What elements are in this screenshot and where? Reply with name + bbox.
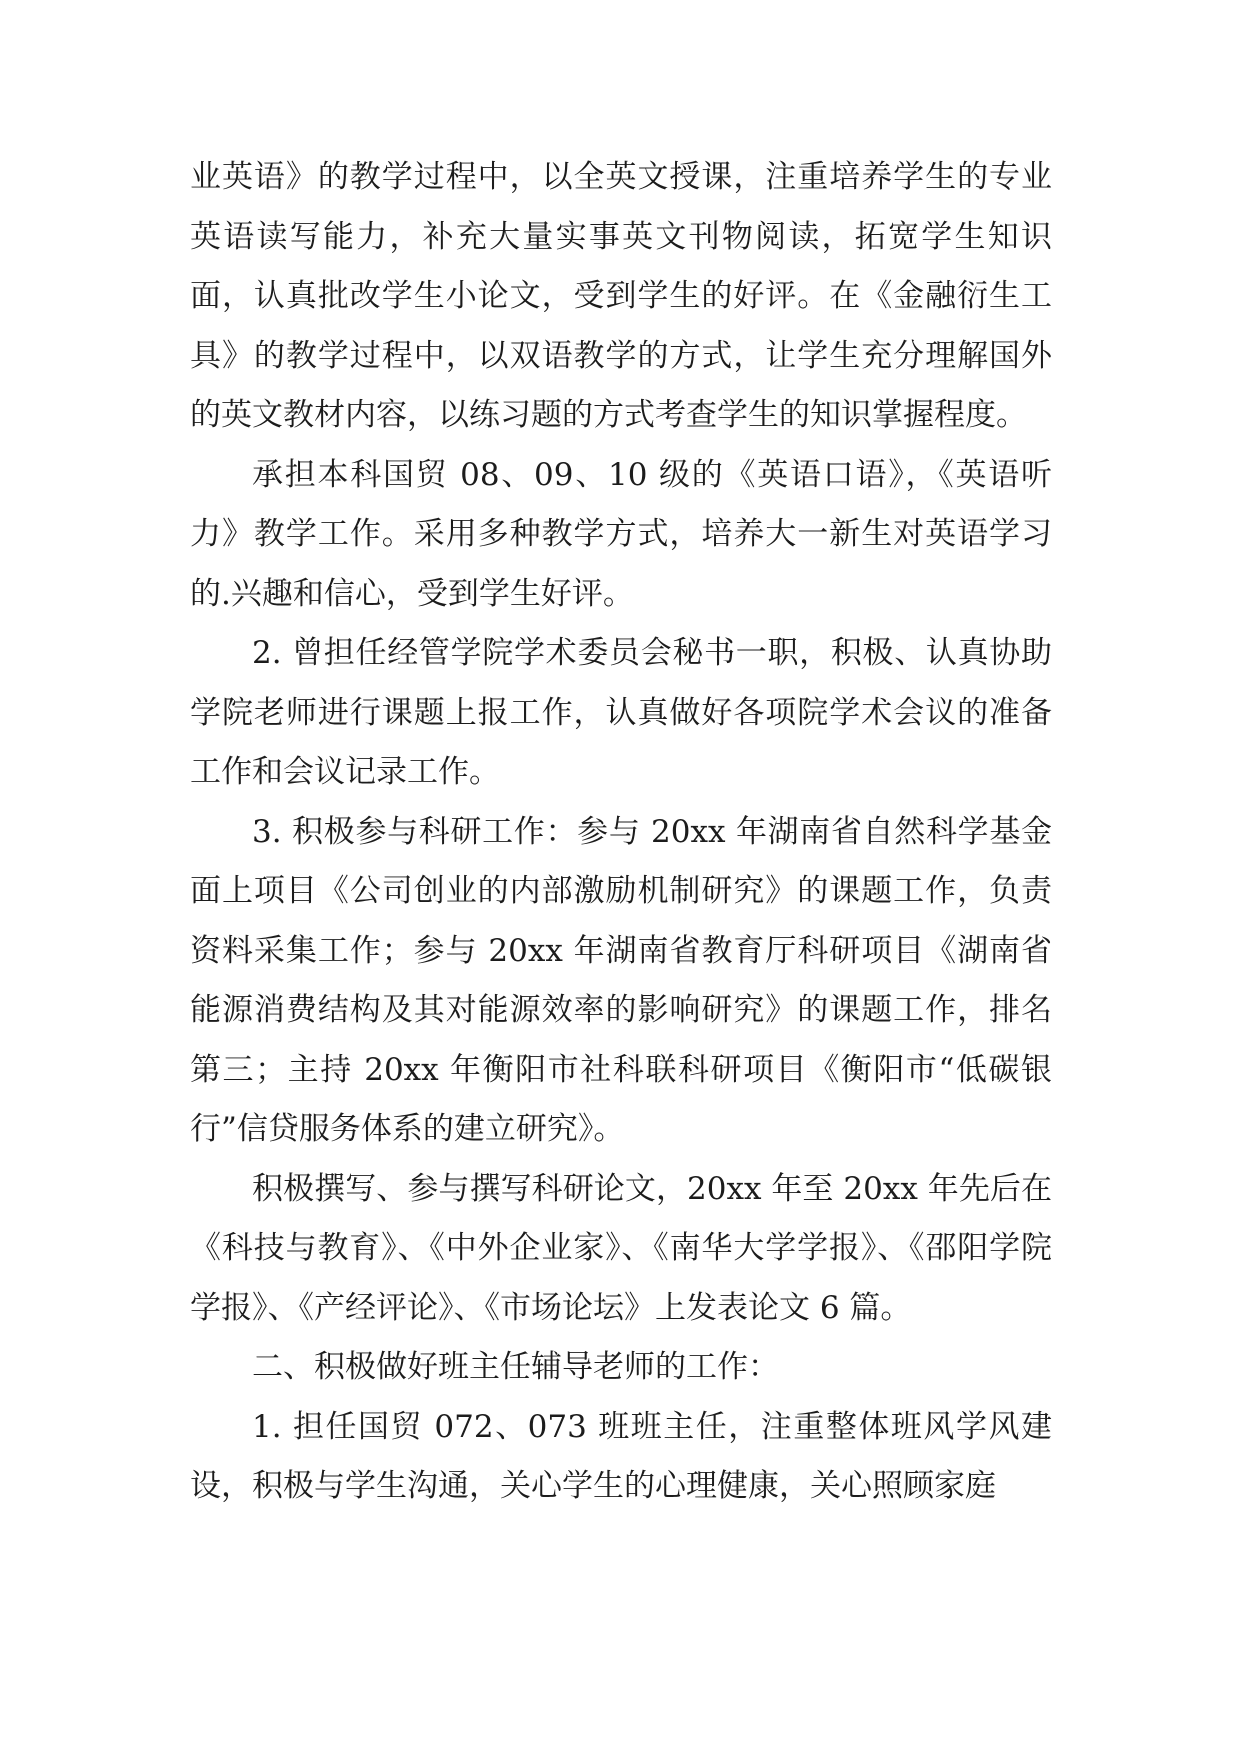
paragraph-oral-listening-courses: 承担本科国贸 08、09、10 级的《英语口语》，《英语听力》教学工作。采用多种教学方式，培养大一新生对英语学习的.兴趣和信心，受到学生好评。 — [190, 456, 1052, 612]
paragraph-research-projects: 3. 积极参与科研工作：参与 20xx 年湖南省自然科学基金面上项目《公司创业的内部激励机制研究》的课题工作，负责资料采集工作；参与 20xx 年湖南省教育厅科研项目《湖南省能源消费结构及其对能源效率的影响研究》的课题工作，排名第三；主持 20xx 年衡阳市社科联科研项目《衡阳市“低碳银行”信贷服务体系的建立研究》。 — [190, 813, 1052, 1147]
document-body — [190, 148, 1052, 1517]
paragraph-published-papers: 积极撰写、参与撰写科研论文，20xx 年至 20xx 年先后在《科技与教育》、《中外企业家》、《南华大学学报》、《邵阳学院学报》、《产经评论》、《市场论坛》上发表论文 6 篇。 — [190, 1170, 1052, 1326]
paragraph-class-advisor-duties: 1. 担任国贸 072、073 班班主任，注重整体班风学风建设，积极与学生沟通，关心学生的心理健康，关心照顾家庭 — [190, 1408, 1052, 1504]
paragraph-academic-committee-secretary: 2. 曾担任经管学院学术委员会秘书一职，积极、认真协助学院老师进行课题上报工作，认真做好各项院学术会议的准备工作和会议记录工作。 — [190, 635, 1052, 790]
section-heading-class-advisor: 二、积极做好班主任辅导老师的工作： — [252, 1349, 779, 1385]
paragraph-teaching-english-courses: 业英语》的教学过程中，以全英文授课，注重培养学生的专业英语读写能力，补充大量实事英文刊物阅读，拓宽学生知识面，认真批改学生小论文，受到学生的好评。在《金融衍生工具》的教学过程中，以双语教学的方式，让学生充分理解国外的英文教材内容，以练习题的方式考查学生的知识掌握程度。 — [190, 159, 1052, 433]
